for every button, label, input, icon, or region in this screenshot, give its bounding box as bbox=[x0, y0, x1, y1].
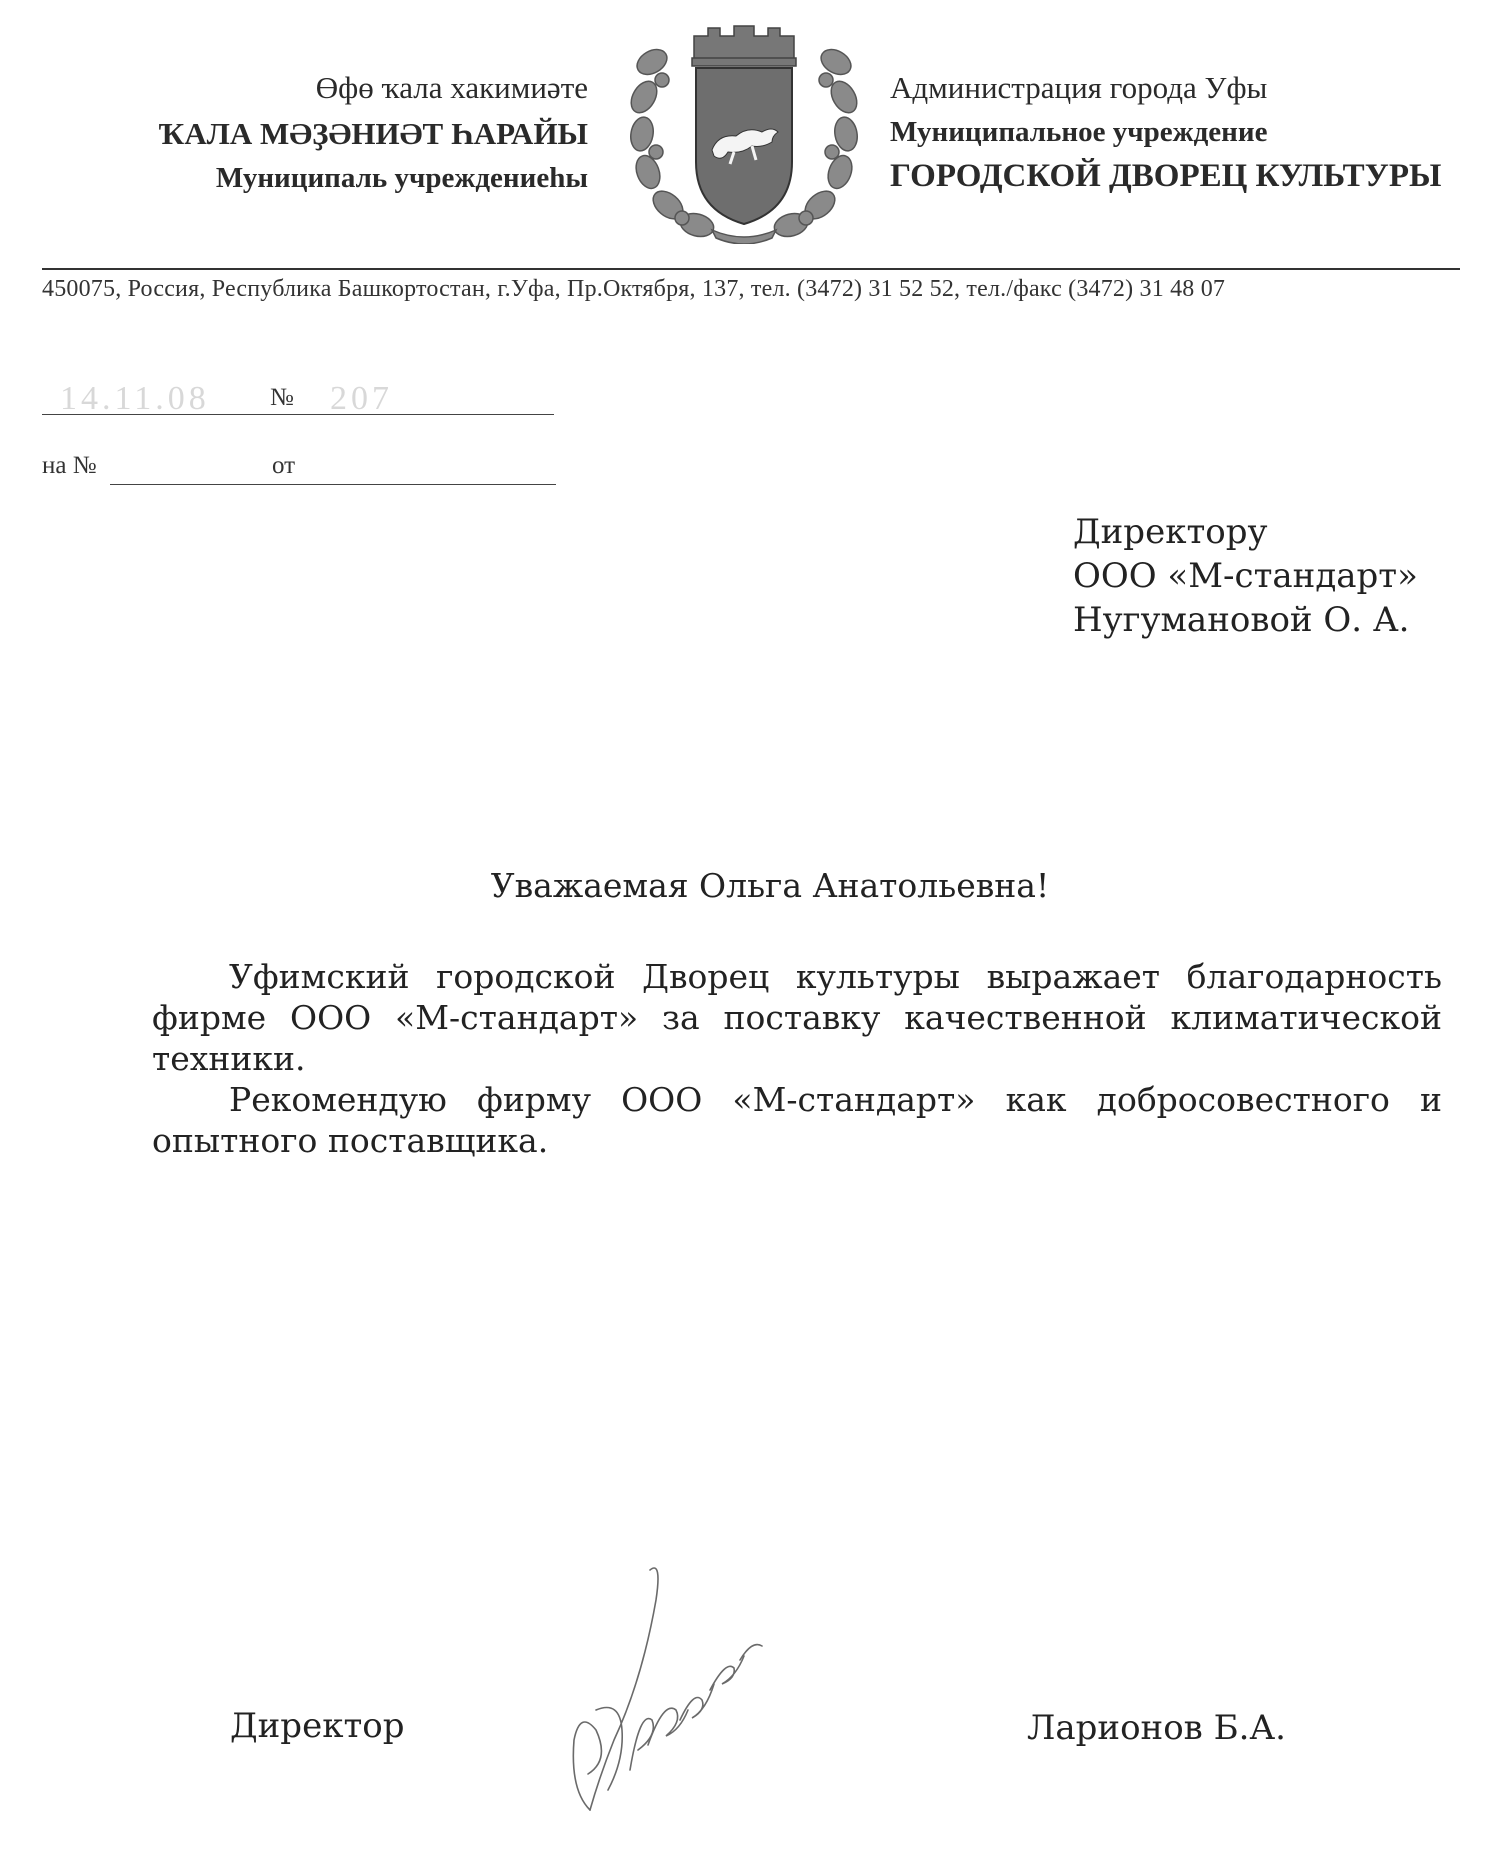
signatory-position: Директор bbox=[230, 1706, 405, 1746]
faint-date: 14.11.08 bbox=[60, 380, 210, 417]
signatory-name: Ларионов Б.А. bbox=[1027, 1708, 1286, 1748]
addressee-line2: ООО «М-стандарт» bbox=[1073, 556, 1418, 596]
addressee-line3: Нугумановой О. А. bbox=[1073, 600, 1410, 640]
reply-number-line bbox=[110, 484, 556, 485]
addressee-line1: Директору bbox=[1073, 512, 1268, 552]
reply-number-label: на № bbox=[42, 452, 97, 479]
header-bashkir-line1: Өфө ҡала хакимиәте bbox=[315, 70, 588, 105]
letter-body bbox=[152, 956, 1442, 1161]
body-paragraph-2: Рекомендую фирму ООО «М-стандарт» как добросовестного и опытного поставщика. bbox=[152, 1080, 1442, 1160]
header-address: 450075, Россия, Республика Башкортостан, г.Уфа, Пр.Октября, 137, тел. (3472) 31 52 52, тел./факс (3472) 31 48 07 bbox=[42, 276, 1226, 302]
header-bashkir-line2: ҠАЛА МӘҘӘНИӘТ ҺАРАЙЫ bbox=[158, 116, 588, 151]
reply-from-label: от bbox=[272, 452, 296, 479]
header-russian-line2: Муниципальное учреждение bbox=[890, 116, 1268, 148]
header-bashkir-line3: Муниципаль учреждениеһы bbox=[215, 162, 588, 194]
outgoing-number-sign: № bbox=[270, 384, 294, 411]
outgoing-number-line bbox=[42, 414, 554, 415]
handwritten-signature bbox=[530, 1560, 790, 1830]
header-russian-line1: Администрация города Уфы bbox=[890, 70, 1268, 105]
salutation: Уважаемая Ольга Анатольевна! bbox=[490, 866, 1050, 905]
header-divider bbox=[42, 268, 1460, 270]
header-russian-line3: ГОРОДСКОЙ ДВОРЕЦ КУЛЬТУРЫ bbox=[890, 158, 1442, 194]
ufa-coat-of-arms-icon bbox=[622, 22, 866, 244]
body-paragraph-1: Уфимский городской Дворец культуры выражает благодарность фирме ООО «М-стандарт» за поставку качественной климатической техники. bbox=[152, 957, 1442, 1078]
faint-number: 207 bbox=[330, 380, 393, 417]
